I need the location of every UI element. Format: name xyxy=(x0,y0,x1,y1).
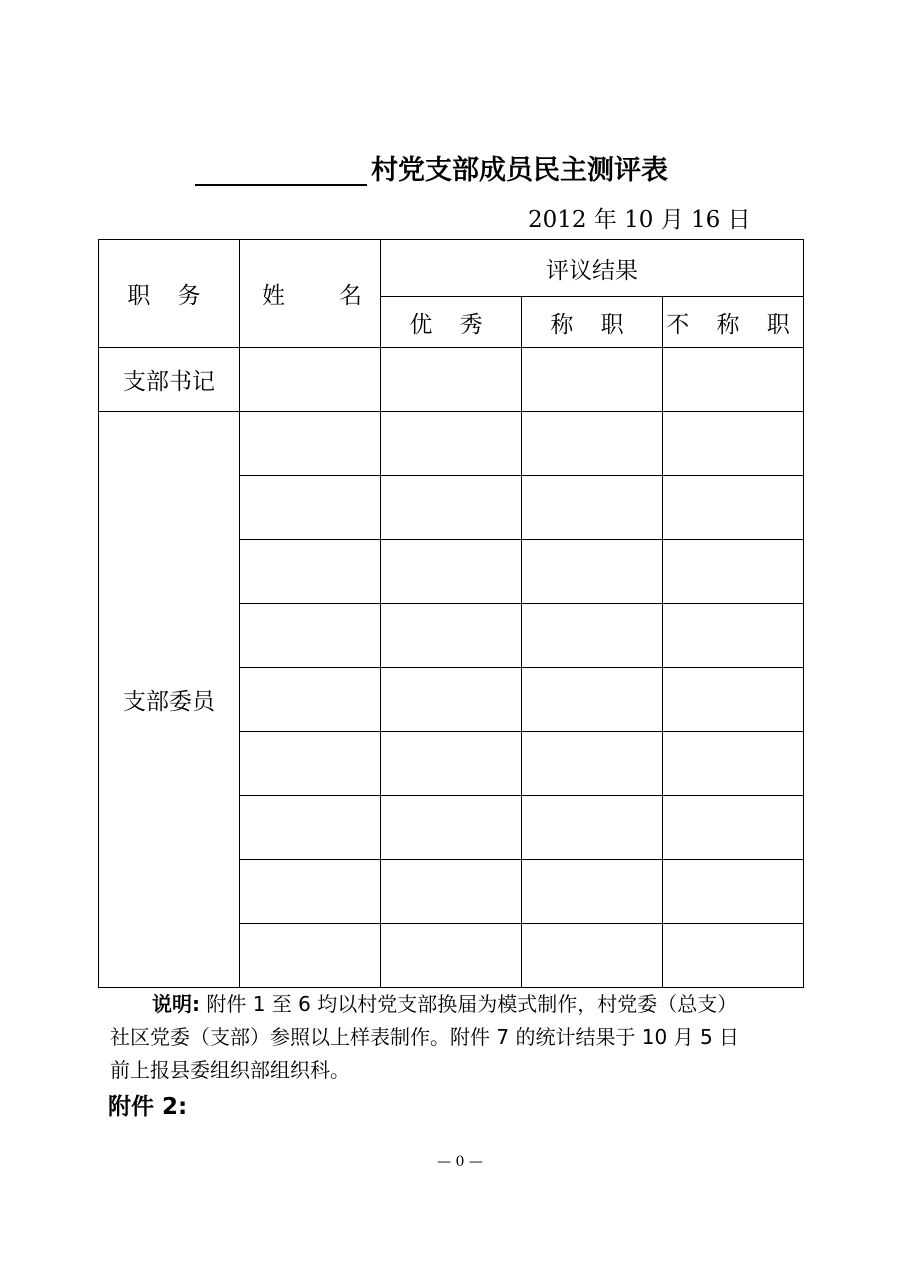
table-cell[interactable] xyxy=(663,540,804,604)
table-cell[interactable] xyxy=(522,348,663,412)
table-cell[interactable] xyxy=(240,924,381,988)
header-incompetent: 不 称 职 xyxy=(663,297,804,348)
table-cell[interactable] xyxy=(663,668,804,732)
table-cell[interactable] xyxy=(522,796,663,860)
table-cell[interactable] xyxy=(240,540,381,604)
table-cell[interactable] xyxy=(663,476,804,540)
note-line-3: 前上报县委组织部组织科。 xyxy=(110,1058,350,1082)
table-cell[interactable] xyxy=(240,732,381,796)
header-name: 姓 名 xyxy=(240,240,381,348)
table-cell[interactable] xyxy=(663,604,804,668)
header-position: 职 务 xyxy=(99,240,240,348)
table-cell[interactable] xyxy=(381,540,522,604)
table-cell[interactable] xyxy=(663,860,804,924)
note-line-2: 社区党委（支部）参照以上样表制作。附件 7 的统计结果于 10 月 5 日 xyxy=(110,1025,740,1049)
table-cell[interactable] xyxy=(381,860,522,924)
note-line-1: 附件 1 至 6 均以村党支部换届为模式制作，村党委（总支） xyxy=(206,992,738,1016)
table-cell[interactable] xyxy=(522,412,663,476)
table-row xyxy=(99,412,804,476)
header-competent: 称 职 xyxy=(522,297,663,348)
evaluation-table xyxy=(98,239,804,988)
table-cell[interactable] xyxy=(240,348,381,412)
note-label: 说明: xyxy=(152,992,200,1016)
table-cell[interactable] xyxy=(381,604,522,668)
row-label-members: 支部委员 xyxy=(99,412,240,988)
table-cell[interactable] xyxy=(663,796,804,860)
table-cell[interactable] xyxy=(381,668,522,732)
table-cell[interactable] xyxy=(240,604,381,668)
table-cell[interactable] xyxy=(522,476,663,540)
table-cell[interactable] xyxy=(240,476,381,540)
table-cell[interactable] xyxy=(522,668,663,732)
header-excellent: 优 秀 xyxy=(381,297,522,348)
table-cell[interactable] xyxy=(522,924,663,988)
table-cell[interactable] xyxy=(381,348,522,412)
explanation-note xyxy=(110,988,815,1087)
appendix-heading: 附件 2: xyxy=(108,1094,188,1120)
table-cell[interactable] xyxy=(663,412,804,476)
table-cell[interactable] xyxy=(240,668,381,732)
table-cell[interactable] xyxy=(522,732,663,796)
header-result-group: 评议结果 xyxy=(381,240,804,297)
title-text: 村党支部成员民主测评表 xyxy=(371,155,668,186)
table-row xyxy=(99,348,804,412)
table-cell[interactable] xyxy=(381,412,522,476)
table-cell[interactable] xyxy=(240,860,381,924)
table-cell[interactable] xyxy=(381,924,522,988)
table-cell[interactable] xyxy=(663,348,804,412)
document-title xyxy=(195,150,755,192)
table-cell[interactable] xyxy=(381,796,522,860)
document-date: 2012 年 10 月 16 日 xyxy=(528,207,751,233)
row-label-secretary: 支部书记 xyxy=(99,348,240,412)
table-cell[interactable] xyxy=(522,540,663,604)
title-blank-line xyxy=(195,150,367,186)
page-number: — 0 — xyxy=(437,1154,483,1170)
table-cell[interactable] xyxy=(663,924,804,988)
table-cell[interactable] xyxy=(381,476,522,540)
table-cell[interactable] xyxy=(522,604,663,668)
table-cell[interactable] xyxy=(240,796,381,860)
table-cell[interactable] xyxy=(663,732,804,796)
table-cell[interactable] xyxy=(381,732,522,796)
table-cell[interactable] xyxy=(240,412,381,476)
table-cell[interactable] xyxy=(522,860,663,924)
